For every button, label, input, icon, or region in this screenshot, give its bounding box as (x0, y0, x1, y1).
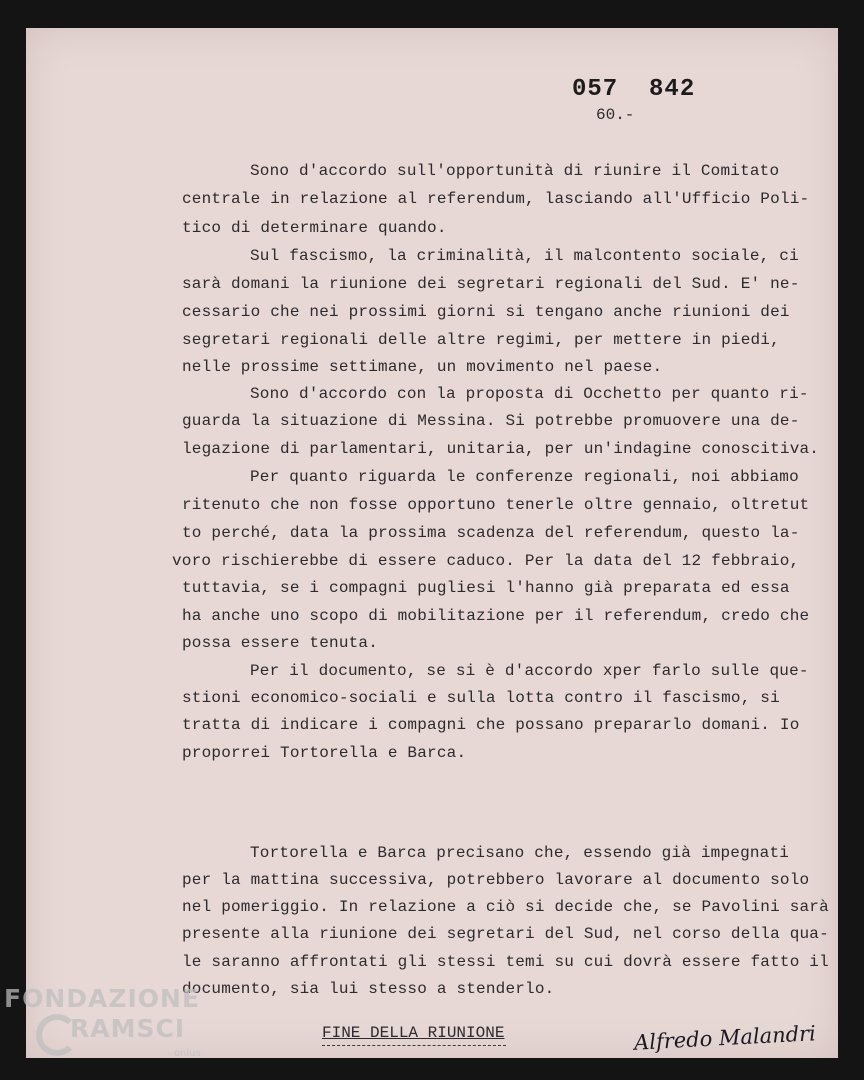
fondazione-gramsci-watermark (4, 984, 224, 1074)
text-line: voro rischierebbe di essere caduco. Per la data del 12 febbraio, (172, 552, 800, 570)
watermark-line-2: RAMSCI (70, 1014, 186, 1043)
closing-double-rule (322, 1045, 506, 1046)
text-line: ritenuto che non fosse opportuno tenerle oltre gennaio, oltretut (182, 496, 810, 514)
text-line: segretari regionali delle altre regimi, per mettere in piedi, (182, 331, 780, 349)
watermark-line-1: FONDAZIONE (4, 984, 201, 1013)
text-line: Tortorella e Barca precisano che, essendo già impegnati (250, 844, 790, 862)
text-line: nel pomeriggio. In relazione a ciò si decide che, se Pavolini sarà (182, 898, 829, 916)
text-line: nelle prossime settimane, un movimento nel paese. (182, 358, 663, 376)
text-line: Sono d'accordo con la proposta di Occhetto per quanto ri- (250, 385, 809, 403)
text-line: documento, sia lui stesso a stenderlo. (182, 980, 555, 998)
text-line: per la mattina successiva, potrebbero lavorare al documento solo (182, 871, 810, 889)
text-line: to perché, data la prossima scadenza del referendum, questo la- (182, 524, 800, 542)
page-number: 60.- (596, 106, 635, 124)
text-line: Per quanto riguarda le conferenze regionali, noi abbiamo (250, 468, 799, 486)
text-line: centrale in relazione al referendum, lasciando all'Ufficio Poli- (182, 190, 810, 208)
closing-title: FINE DELLA RIUNIONE (322, 1024, 505, 1042)
archive-number: 057 842 (572, 76, 696, 103)
text-line: cessario che nei prossimi giorni si tengano anche riunioni dei (182, 303, 790, 321)
text-line: proporrei Tortorella e Barca. (182, 744, 467, 762)
handwritten-signature: Alfredo Malandri (633, 1021, 817, 1055)
text-line: Per il documento, se si è d'accordo xper farlo sulle que- (250, 662, 809, 680)
document-page (26, 28, 838, 1058)
text-line: le saranno affrontati gli stessi temi su cui dovrà essere fatto il (182, 953, 829, 971)
text-line: stioni economico-sociali e sulla lotta contro il fascismo, si (182, 689, 780, 707)
text-line: ha anche uno scopo di mobilitazione per il referendum, credo che (182, 607, 810, 625)
text-line: guarda la situazione di Messina. Si potrebbe promuovere una de- (182, 412, 800, 430)
text-line: presente alla riunione dei segretari del Sud, nel corso della qua- (182, 925, 829, 943)
text-line: tico di determinare quando. (182, 219, 447, 237)
text-line: sarà domani la riunione dei segretari regionali del Sud. E' ne- (182, 275, 800, 293)
text-line: Sul fascismo, la criminalità, il malcontento sociale, ci (250, 247, 799, 265)
text-line: Sono d'accordo sull'opportunità di riunire il Comitato (250, 162, 780, 180)
watermark-onlus: onlus (174, 1048, 201, 1059)
text-line: legazione di parlamentari, unitaria, per un'indagine conoscitiva. (182, 440, 820, 458)
text-line: possa essere tenuta. (182, 634, 379, 652)
text-line: tratta di indicare i compagni che possano prepararlo domani. Io (182, 716, 800, 734)
text-line: tuttavia, se i compagni pugliesi l'hanno già preparata ed essa (182, 579, 790, 597)
